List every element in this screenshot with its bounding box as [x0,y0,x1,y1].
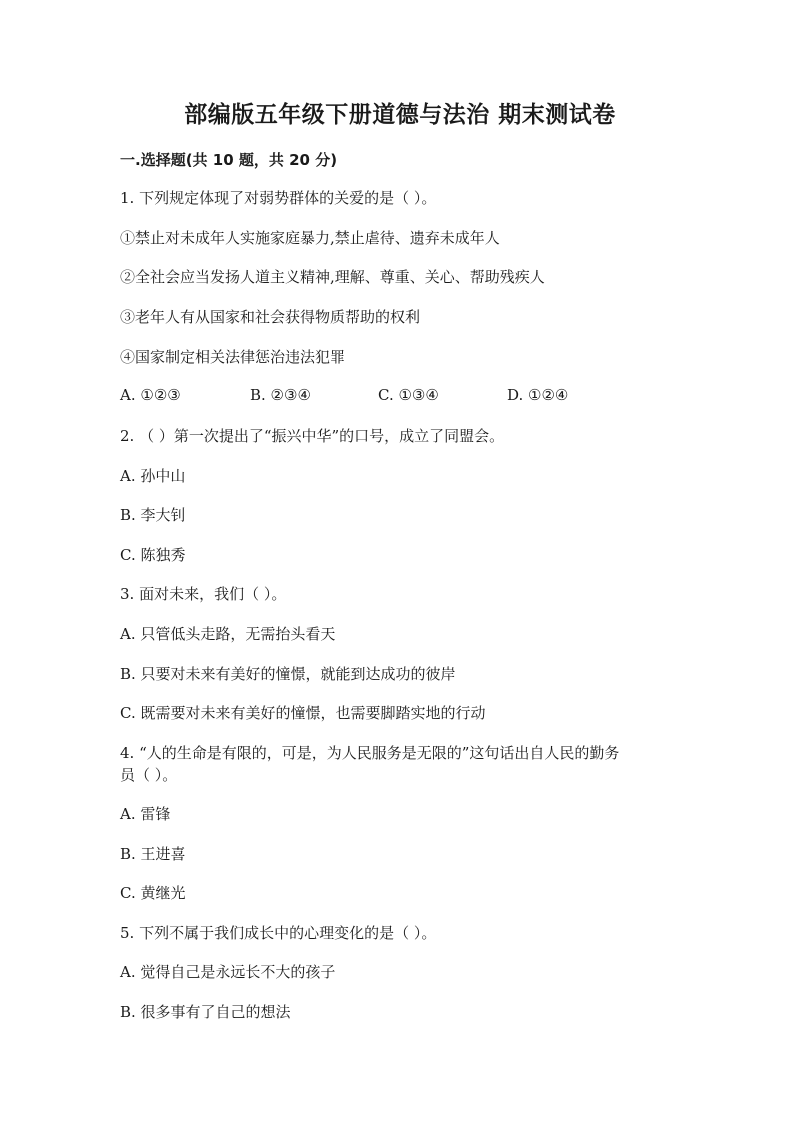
question-1-item-2: ②全社会应当发扬人道主义精神,理解、尊重、关心、帮助残疾人 [120,268,545,286]
question-3-option-b: B. 只要对未来有美好的憧憬，就能到达成功的彼岸 [120,665,456,683]
question-1-option-a: A. ①②③ [120,386,181,404]
question-2-option-a: A. 孙中山 [120,467,186,485]
question-5-option-a: A. 觉得自己是永远长不大的孩子 [120,963,336,981]
question-2-stem: 2. （ ）第一次提出了“振兴中华”的口号，成立了同盟会。 [120,427,505,445]
question-1-stem: 1. 下列规定体现了对弱势群体的关爱的是（ ）。 [120,189,437,207]
question-1-option-c: C. ①③④ [378,386,439,404]
question-4-option-c: C. 黄继光 [120,884,186,902]
question-1-options [120,386,680,407]
question-4-stem-line-2: 员（ ）。 [120,766,178,784]
question-2-option-b: B. 李大钊 [120,506,186,524]
question-4-option-a: A. 雷锋 [120,805,171,823]
question-1-item-3: ③老年人有从国家和社会获得物质帮助的权利 [120,308,421,326]
question-1-option-b: B. ②③④ [250,386,311,404]
question-4-stem-line-1: 4. “人的生命是有限的，可是，为人民服务是无限的”这句话出自人民的勤务 [120,744,620,762]
question-3-stem: 3. 面对未来，我们（ ）。 [120,585,287,603]
question-5-stem: 5. 下列不属于我们成长中的心理变化的是（ ）。 [120,924,437,942]
question-1-item-4: ④国家制定相关法律惩治违法犯罪 [120,348,346,366]
question-3-option-c: C. 既需要对未来有美好的憧憬，也需要脚踏实地的行动 [120,704,486,722]
question-4-option-b: B. 王进喜 [120,845,186,863]
page-title: 部编版五年级下册道德与法治 期末测试卷 [184,102,616,128]
question-2-option-c: C. 陈独秀 [120,546,186,564]
question-5-option-b: B. 很多事有了自己的想法 [120,1003,291,1021]
question-1-option-d: D. ①②④ [507,386,569,404]
question-3-option-a: A. 只管低头走路，无需抬头看天 [120,625,336,643]
question-1-item-1: ①禁止对未成年人实施家庭暴力,禁止虐待、遗弃未成年人 [120,229,500,247]
section-heading: 一.选择题(共 10 题，共 20 分) [120,151,338,169]
